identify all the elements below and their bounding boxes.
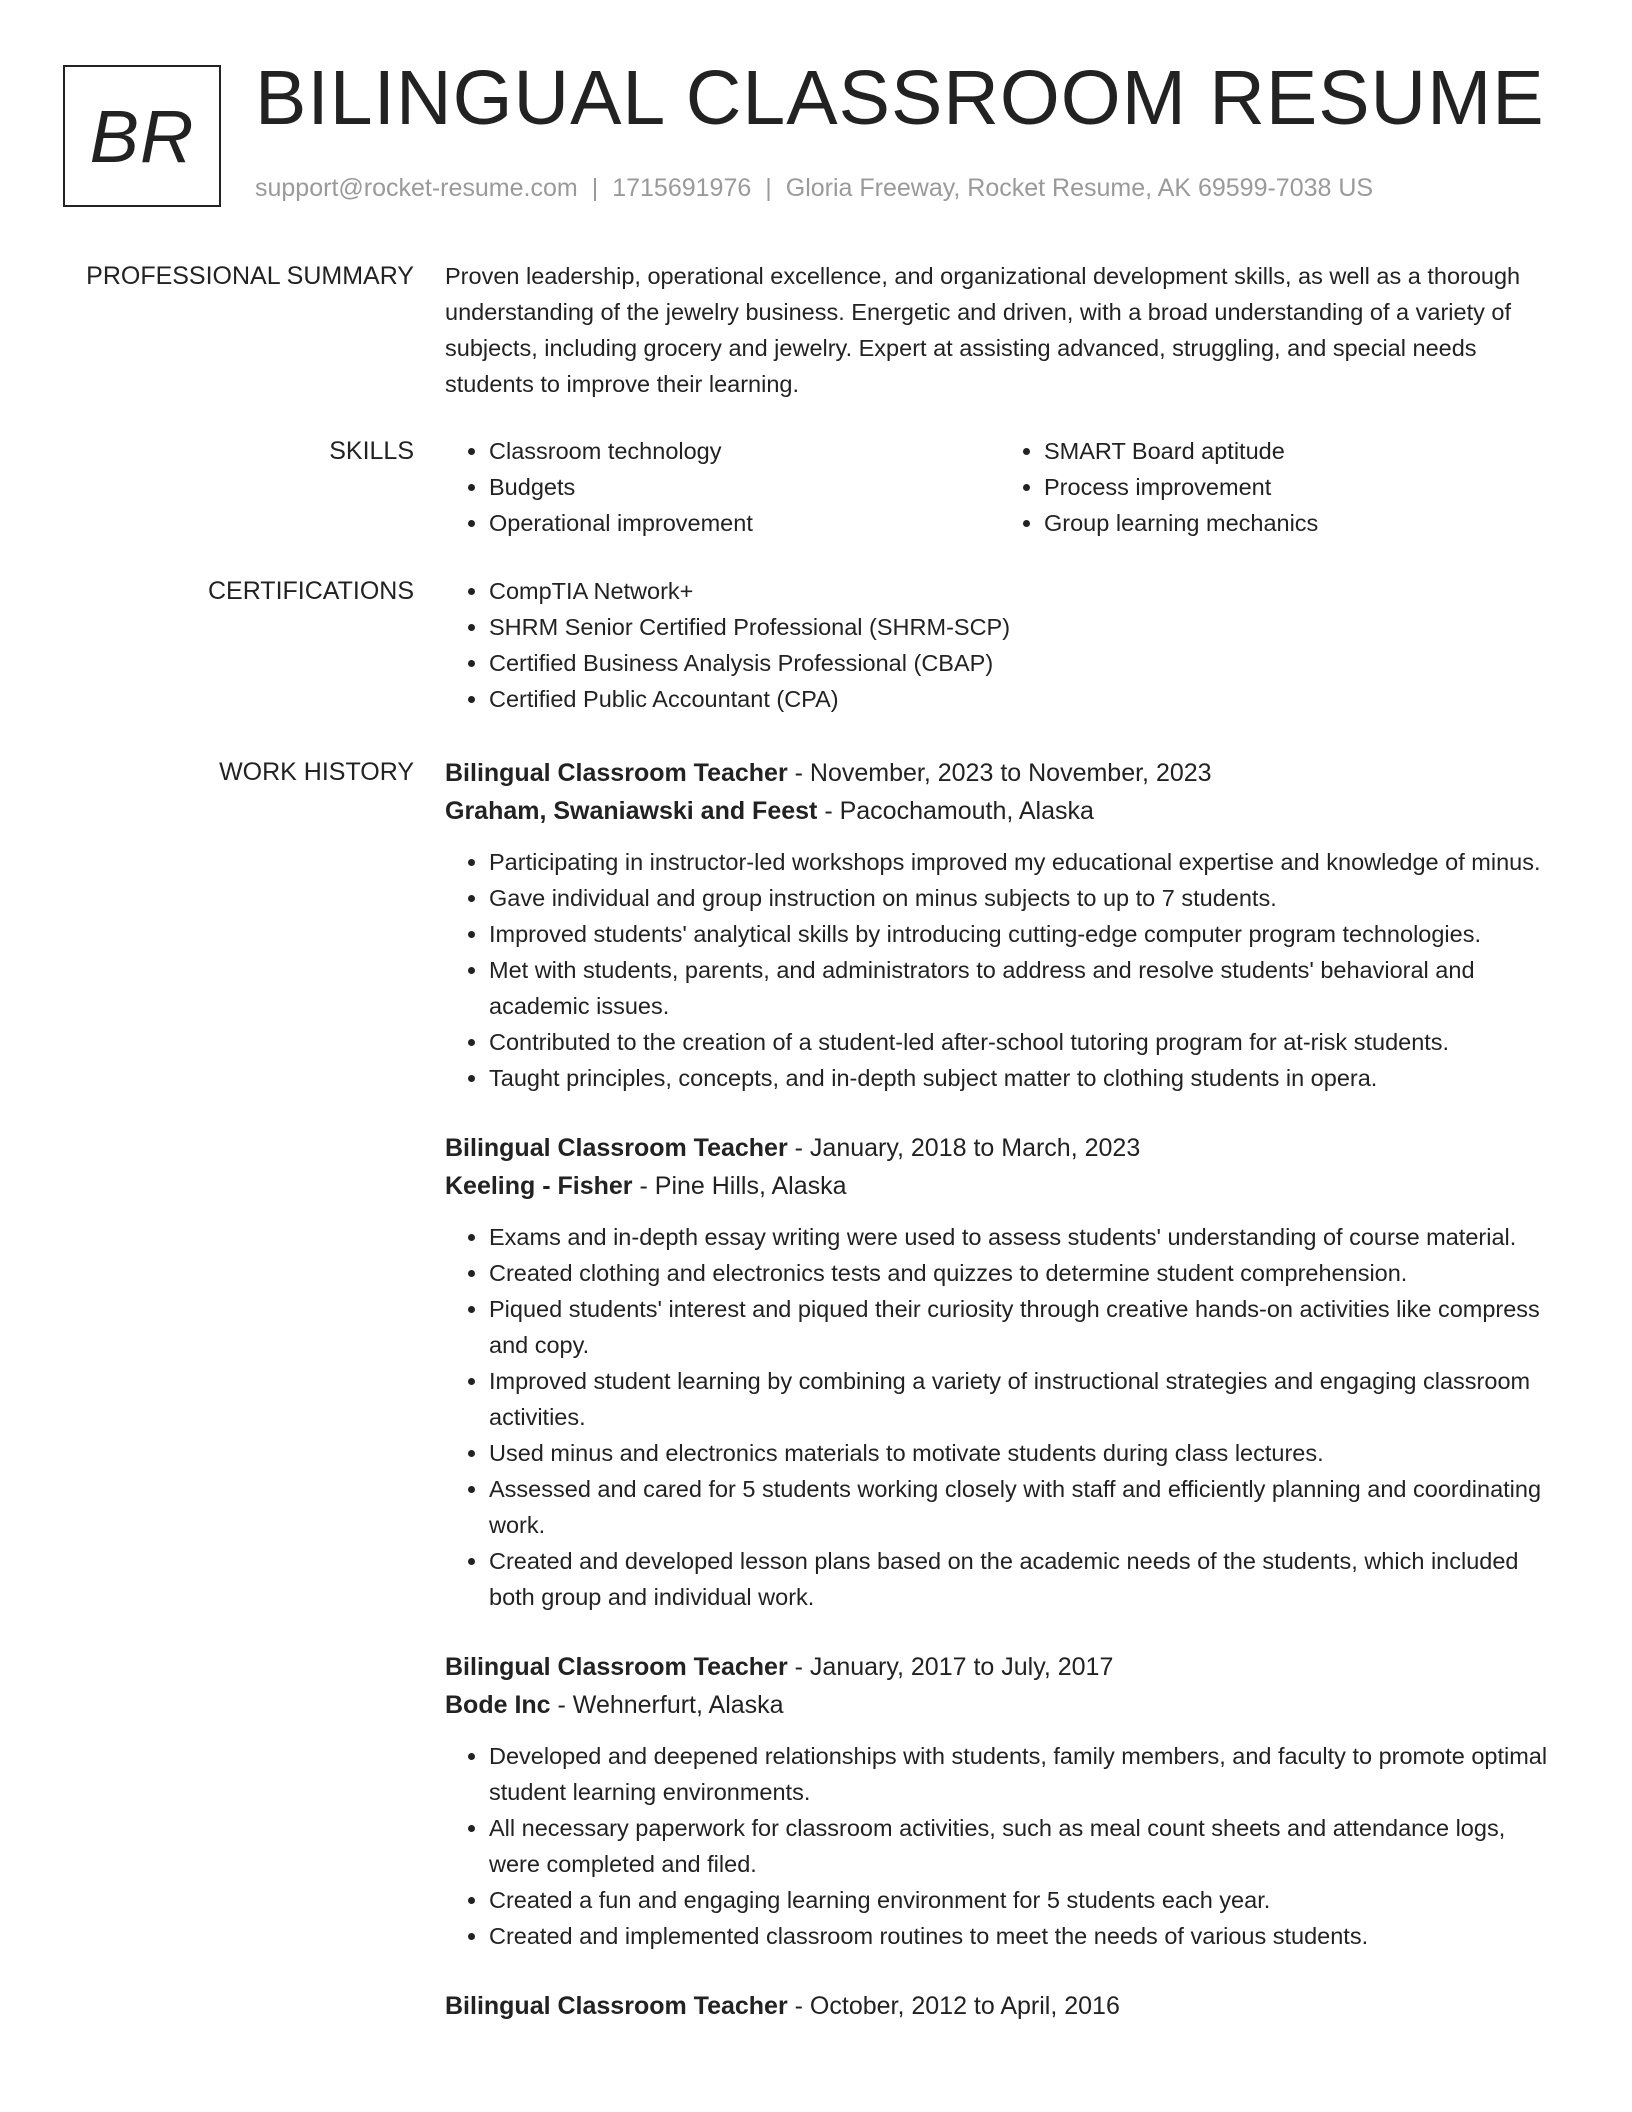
certifications-list — [445, 573, 1555, 717]
job-bullet: • Met with students, parents, and administrators to address and resolve students' behavioral and academic issues. — [489, 952, 1555, 1024]
job-location: Pine Hills, Alaska — [654, 1172, 847, 1200]
job-bullet: • Used minus and electronics materials to motivate students during class lectures. — [489, 1435, 1555, 1471]
job-bullet: • Assessed and cared for 5 students working closely with staff and efficiently planning and coordinating work. — [489, 1471, 1555, 1543]
job-company-line: Keeling - Fisher - Pine Hills, Alaska — [445, 1172, 847, 1200]
job-bullet: • Improved students' analytical skills by introducing cutting-edge computer program technologies. — [489, 916, 1555, 952]
summary-content — [445, 258, 1555, 402]
monogram-initials: BR — [89, 94, 195, 178]
job-location: Wehnerfurt, Alaska — [572, 1691, 784, 1719]
monogram-badge — [63, 65, 221, 207]
contact-line — [255, 174, 1373, 203]
job-bullet: • Piqued students' interest and piqued their curiosity through creative hands-on activities like compress and copy. — [489, 1291, 1555, 1363]
job-dates: November, 2023 to November, 2023 — [809, 759, 1212, 787]
contact-address: Gloria Freeway, Rocket Resume, AK 69599-7038 US — [785, 174, 1374, 202]
job-entry — [445, 1987, 1555, 2025]
job-bullet: • Exams and in-depth essay writing were used to assess students' understanding of course material. — [489, 1219, 1555, 1255]
job-bullet: • Created and implemented classroom routines to meet the needs of various students. — [489, 1918, 1555, 1954]
skills-list-right — [1000, 433, 1555, 541]
job-bullets — [445, 1738, 1555, 1954]
job-bullet: • Taught principles, concepts, and in-depth subject matter to clothing students in opera. — [489, 1060, 1555, 1096]
job-bullet: • All necessary paperwork for classroom activities, such as meal count sheets and attendance logs, were completed and filed. — [489, 1810, 1555, 1882]
job-title: Bilingual Classroom Teacher — [445, 1134, 788, 1162]
job-entry — [445, 1129, 1555, 1615]
job-title-line: Bilingual Classroom Teacher - January, 2018 to March, 2023 — [445, 1134, 1141, 1162]
contact-email: support@rocket-resume.com — [255, 174, 578, 202]
job-bullet: • Created a fun and engaging learning environment for 5 students each year. — [489, 1882, 1555, 1918]
job-bullet: • Gave individual and group instruction on minus subjects to up to 7 students. — [489, 880, 1555, 916]
job-dates: January, 2017 to July, 2017 — [809, 1653, 1114, 1681]
job-title-line: Bilingual Classroom Teacher - January, 2017 to July, 2017 — [445, 1653, 1114, 1681]
certification-item: • CompTIA Network+ — [489, 573, 1555, 609]
job-bullet: • Created and developed lesson plans based on the academic needs of the students, which included both group and individual work. — [489, 1543, 1555, 1615]
work-history-label: WORK HISTORY — [219, 758, 414, 786]
skills-label: SKILLS — [329, 437, 414, 465]
certifications-content — [445, 573, 1555, 717]
skills-columns — [445, 433, 1555, 541]
job-entry — [445, 754, 1555, 1096]
skill-item: • SMART Board aptitude — [1044, 433, 1555, 469]
skill-item: • Group learning mechanics — [1044, 505, 1555, 541]
job-dates: January, 2018 to March, 2023 — [809, 1134, 1141, 1162]
certification-item: • SHRM Senior Certified Professional (SHRM-SCP) — [489, 609, 1555, 645]
job-title: Bilingual Classroom Teacher — [445, 1653, 788, 1681]
certification-item: • Certified Public Accountant (CPA) — [489, 681, 1555, 717]
summary-label: PROFESSIONAL SUMMARY — [86, 262, 414, 290]
job-bullet: • Contributed to the creation of a student-led after-school tutoring program for at-risk students. — [489, 1024, 1555, 1060]
resume-title: BILINGUAL CLASSROOM RESUME — [255, 55, 1545, 141]
job-title: Bilingual Classroom Teacher — [445, 759, 788, 787]
job-bullet: • Developed and deepened relationships with students, family members, and faculty to promote optimal student learning environments. — [489, 1738, 1555, 1810]
job-company-line: Graham, Swaniawski and Feest - Pacochamouth, Alaska — [445, 797, 1094, 825]
certifications-label: CERTIFICATIONS — [207, 577, 414, 605]
job-dates: October, 2012 to April, 2016 — [809, 1992, 1120, 2020]
job-location: Pacochamouth, Alaska — [839, 797, 1094, 825]
skill-item: • Classroom technology — [489, 433, 1000, 469]
contact-separator: | — [765, 174, 772, 202]
job-title-line: Bilingual Classroom Teacher - October, 2012 to April, 2016 — [445, 1992, 1120, 2020]
job-bullets — [445, 1219, 1555, 1615]
work-history-content — [445, 754, 1555, 2025]
skills-list-left — [445, 433, 1000, 541]
job-bullets — [445, 844, 1555, 1096]
skill-item: • Process improvement — [1044, 469, 1555, 505]
job-company: Bode Inc — [445, 1691, 551, 1719]
job-bullet: • Participating in instructor-led workshops improved my educational expertise and knowledge of minus. — [489, 844, 1555, 880]
job-title-line: Bilingual Classroom Teacher - November, 2023 to November, 2023 — [445, 759, 1212, 787]
job-company-line: Bode Inc - Wehnerfurt, Alaska — [445, 1691, 784, 1719]
job-title: Bilingual Classroom Teacher — [445, 1992, 788, 2020]
job-bullet: • Improved student learning by combining a variety of instructional strategies and engaging classroom activities. — [489, 1363, 1555, 1435]
contact-separator: | — [591, 174, 599, 202]
certification-item: • Certified Business Analysis Professional (CBAP) — [489, 645, 1555, 681]
contact-phone: 1715691976 — [612, 174, 752, 202]
skill-item: • Operational improvement — [489, 505, 1000, 541]
job-entry — [445, 1648, 1555, 1954]
skill-item: • Budgets — [489, 469, 1000, 505]
job-bullet: • Created clothing and electronics tests and quizzes to determine student comprehension. — [489, 1255, 1555, 1291]
job-company: Keeling - Fisher — [445, 1172, 633, 1200]
job-company: Graham, Swaniawski and Feest — [445, 797, 818, 825]
summary-text: Proven leadership, operational excellence, and organizational development skills, as well as a thorough understanding of the jewelry business. Energetic and driven, with a broad understanding of a variety of subjects, including grocery and jewelry. Expert at assisting advanced, struggling, and special needs students to improve their learning. — [445, 263, 1521, 397]
